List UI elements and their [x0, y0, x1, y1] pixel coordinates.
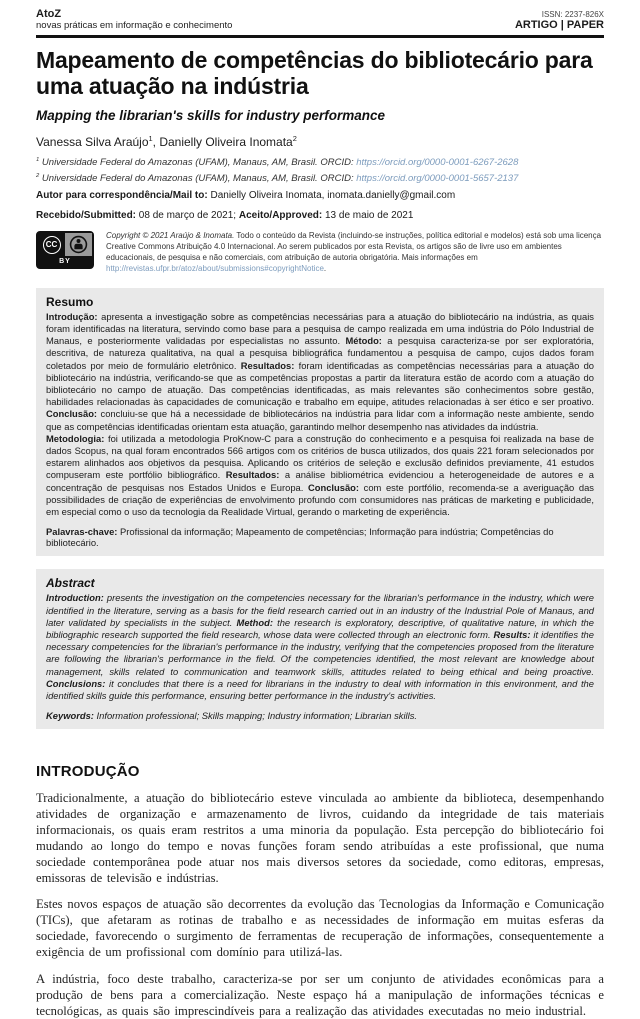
text-run: Conclusions:	[46, 677, 106, 689]
text-run: Introdução:	[46, 310, 98, 322]
text-run: Universidade Federal do Amazonas (UFAM), Manaus, AM, Brasil. ORCID:	[39, 173, 357, 185]
text-run: Information professional; Skills mapping; Industry information; Librarian skills.	[93, 710, 417, 722]
text-run: the research is exploratory, descriptive, of qualitative nature, in which the bibliographic research supported the field research, whose data were collected through an electronic form.	[46, 616, 594, 640]
text-run: 2	[36, 173, 40, 180]
text-run: 2	[292, 134, 297, 144]
text-run: concluiu-se que há a necessidade de bibliotecários na indústria para lidar com a informação neste ambiente, sendo que as competências identificadas orientam esta atuação, garantindo melhor desempenho nas atividades da indústria.	[46, 408, 594, 432]
text-run: Results:	[493, 629, 531, 640]
text-run: Profissional da informação; Mapeamento de competências; Informação para indústria; Competências do bibliotecário.	[46, 526, 554, 549]
paragraph	[36, 897, 604, 960]
journal-meta	[515, 10, 604, 31]
text-run: presents the investigation on the competencies necessary for the librarian's performance in the industry, which were identified in the literature, serving as a basis for the field research carried out in an industry of the Industrial Pole of Manaus, and later validated by specialists in the subject.	[46, 592, 594, 628]
paragraph	[36, 173, 604, 184]
text-run: a pesquisa caracteriza-se por ser exploratória, descritiva, de natureza qualitativa, na qual a pesquisa bibliográfica fundamentou a pesquisa de campo, cujos dados foram coletados por meio de formulário eletrônico.	[46, 335, 594, 371]
cc-by-label: BY	[38, 256, 92, 267]
introduction-body	[36, 791, 604, 1019]
article-title-english: Mapping the librarian's skills for industry performance	[36, 108, 386, 124]
paragraph	[36, 972, 604, 1019]
link[interactable]: https://orcid.org/0000-0001-5657-2137	[356, 173, 519, 185]
text-run: foram identificadas as competências necessárias para a atuação do bibliotecário na indústria, verificando-se que as competências propostas a partir da literatura estão de acordo com a atuação do bibliotecário no campo de atuação. Das competências identificadas, as mais relevantes são conhecimentos sobre gestão, habilidades relacionadas às capacidades de comunicação e trabalho em equipe, atitudes relacionadas à ser ético e ser proativo.	[46, 359, 595, 408]
paragraph	[36, 157, 604, 168]
text-run: Recebido/Submitted:	[36, 210, 137, 222]
text-run: Palavras-chave:	[46, 526, 118, 538]
text-run: Aceito/Approved:	[238, 210, 323, 222]
journal-identity	[36, 8, 232, 31]
text-run: Conclusão:	[307, 481, 360, 493]
text-run: a análise bibliométrica evidenciou a heterogeneidade de autores e a concentração de pesquisas nos Estados Unidos e Europa.	[46, 469, 595, 493]
abstract-paragraphs	[46, 592, 594, 702]
text-run: Autor para correspondência/Mail to:	[36, 190, 208, 202]
copyright-notice	[106, 231, 604, 274]
text-run: Copyright © 2021 Araújo & Inomata.	[106, 231, 235, 241]
creative-commons-icon	[38, 233, 65, 256]
journal-header	[36, 8, 604, 38]
text-run: .	[323, 263, 327, 273]
affiliations	[36, 157, 604, 184]
text-run: Metodologia:	[46, 432, 105, 444]
text-run: Keywords:	[46, 710, 94, 722]
text-run: Resultados:	[225, 469, 280, 481]
cc-badge-icons	[38, 233, 92, 256]
paragraph	[36, 791, 604, 886]
paragraph	[46, 311, 594, 433]
text-run: Universidade Federal do Amazonas (UFAM), Manaus, AM, Brasil. ORCID:	[39, 157, 357, 169]
text-run: Introduction:	[46, 592, 104, 604]
article-title: Mapeamento de competências do bibliotecário para uma atuação na indústria	[36, 47, 593, 100]
introduction-heading: INTRODUÇÃO	[36, 763, 140, 781]
resumo-box	[36, 288, 604, 557]
link[interactable]: https://orcid.org/0000-0001-6267-2628	[356, 157, 519, 169]
abstract-heading: Abstract	[46, 576, 95, 591]
authors-line	[36, 135, 604, 149]
correspondence-line	[36, 190, 604, 201]
text-run: 08 de março de 2021;	[136, 210, 239, 222]
keywords-line	[46, 710, 594, 721]
journal-name: AtoZ	[36, 8, 62, 20]
license-block	[36, 231, 604, 274]
text-run: A indústria, foco deste trabalho, caracteriza-se por ser um conjunto de atividades econômicas para a produção de bens para a comercialização. Neste espaço há a manipulação de informações técnicas e tecnológicas, as quais são imprescindíveis para a realização das atividades executadas no meio industrial.	[36, 971, 604, 1018]
palavras-chave-line	[46, 526, 594, 548]
text-run: 13 de maio de 2021	[322, 210, 414, 222]
cc-icon-label: CC	[43, 236, 61, 254]
cc-by-license-badge[interactable]	[36, 231, 94, 269]
text-run: Tradicionalmente, a atuação do bibliotecário esteve vinculada ao ambiente da biblioteca, desempenhando atividades de organização e armazenamento de livros, cuidando da integridade de tais materiais informacionais, os quais eram restritos a uma minoria da população. Esta percepção do bibliotecário foi mudando ao longo do tempo e novas funções foram sendo atribuídas a este profissional, que numa sociedade contemporânea pode atuar nos mais diversos setores da sociedade, como editoras, empresas, emissoras de televisão e indústrias.	[36, 791, 604, 885]
link[interactable]: http://revistas.ufpr.br/atoz/about/submissions#copyrightNotice	[106, 263, 324, 273]
attribution-person-icon	[65, 233, 92, 256]
paragraph	[46, 592, 594, 702]
text-run: Danielly Oliveira Inomata, inomata.danielly@gmail.com	[207, 190, 456, 202]
text-run: Método:	[345, 335, 382, 347]
text-run: 1	[148, 134, 153, 144]
text-run: Estes novos espaços de atuação são decorrentes da evolução das Tecnologias da Informação e Comunicação (TICs), que afetaram as rotinas de trabalho e as necessidades de informação em muitas esferas da sociedade, favorecendo o surgimento de ferramentas de recuperação de informações, consequentemente a exigência de um profissional com domínio para utilizá-las.	[36, 897, 604, 960]
submission-dates	[36, 210, 604, 221]
abstract-box	[36, 569, 604, 729]
resumo-paragraphs	[46, 311, 594, 519]
text-run: com este portfólio, recomenda-se a averiguação das possibilidades de criação de experiências de envolvimento profundo com consumidores nas práticas de marketing e publicidade, em especial como o uso da tecnologia da Realidade Virtual, gerando o marketing de experiência.	[46, 481, 594, 518]
text-run: Conclusão:	[46, 408, 98, 420]
text-run: Todo o conteúdo da Revista (incluindo-se instruções, política editorial e modelos) está sob uma licença Creative Commons Atribuição 4.0 Internacional. Ao serem publicados por esta Revista, os artigos são de livre uso em ambientes educacionais, de pesquisa e não comerciais, com atribuição de autoria obrigatória. Mais informações em	[106, 231, 602, 263]
article-type-label: ARTIGO | PAPER	[514, 19, 604, 31]
text-run: 1	[36, 157, 40, 164]
resumo-heading: Resumo	[46, 294, 94, 309]
text-run: foi utilizada a metodologia ProKnow-C para a construção do conhecimento e a pesquisa foi realizada na base de dados Scopus, na qual foram encontrados 566 artigos com os critérios de busca utilizados, dos quais 221 foram selecionados por estarem alinhados aos objetivos da pesquisa. Aplicando os critérios de seleção e exclusão definidos previamente, 41 estudos compuseram este portfólio bibliográfico.	[46, 432, 594, 481]
journal-tagline: novas práticas em informação e conhecimento	[36, 20, 233, 31]
issn-label: ISSN: 2237-826X	[541, 10, 604, 19]
text-run: apresenta a investigação sobre as competências necessárias para a atuação do bibliotecário na indústria, as quais foram identificadas na literatura, servindo como base para a pesquisa de campo realizada em uma indústria do Pólo Industrial de Manaus, e posteriormente validadas por especialistas no assunto.	[46, 310, 594, 347]
text-run: Method:	[236, 616, 273, 628]
text-run: Vanessa Silva Araújo	[36, 135, 149, 150]
text-run: it concludes that there is a need for librarians in the industry to deal with information in this environment, and the identified skills guide this performance, ensuring better performance in the industry's activities.	[46, 677, 594, 702]
text-run: Resultados:	[240, 359, 295, 371]
text-run: it identifies the necessary competencies for the librarian's performance in the industry, verifying that the competencies proposed from the literature are following the librarian's performance in the field. Of the competencies identified, the most relevant are knowledge about management, skills related to communication and teamwork skills, attitudes related to being ethical and being proactive.	[46, 629, 594, 677]
paragraph	[46, 433, 594, 519]
text-run: , Danielly Oliveira Inomata	[152, 135, 293, 150]
